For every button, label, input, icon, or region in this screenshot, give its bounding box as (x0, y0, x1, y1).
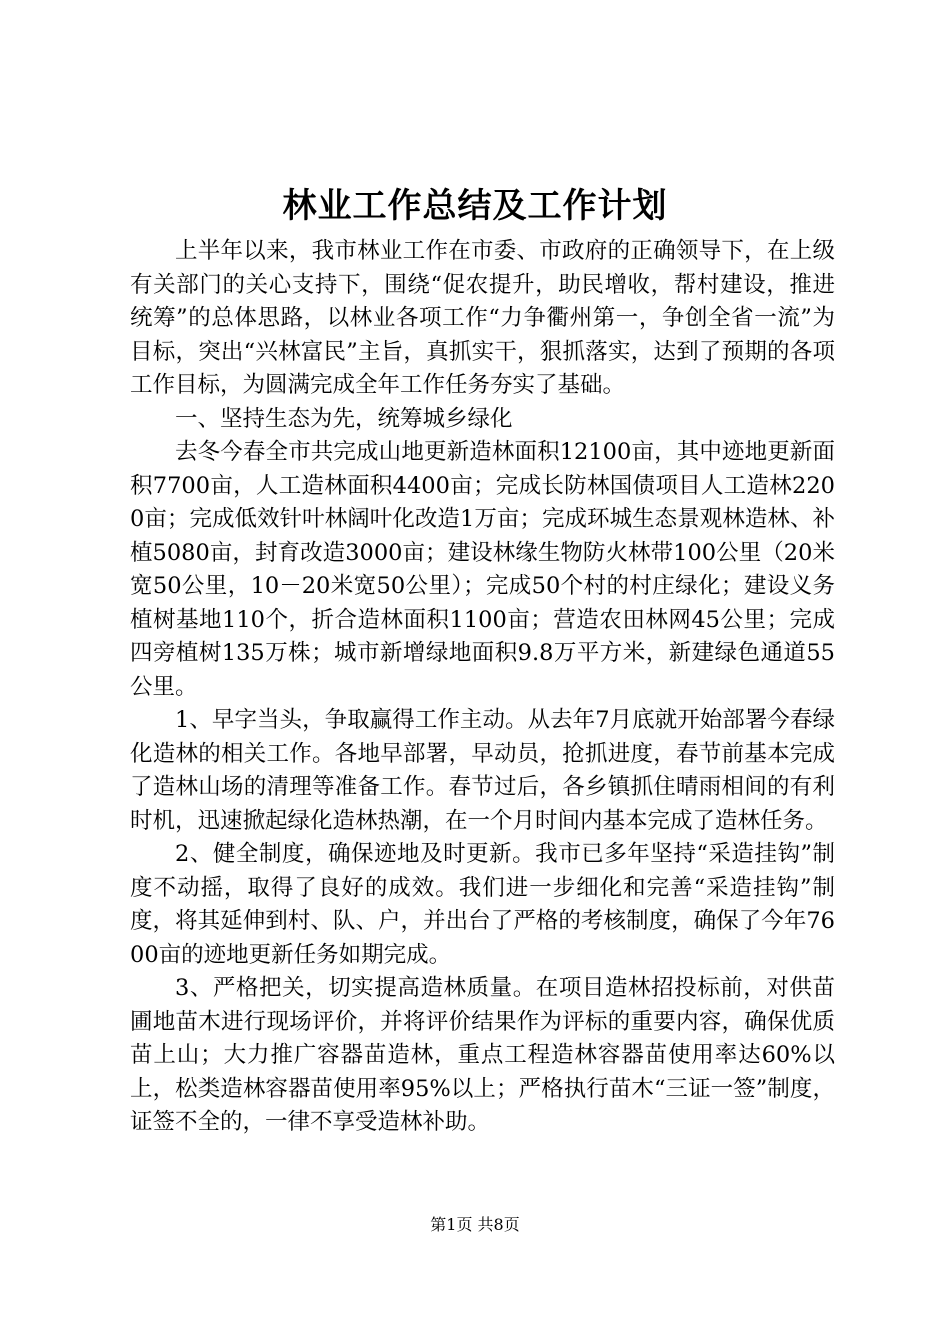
paragraph-point-1: 1、早字当头，争取赢得工作主动。从去年7月底就开始部署今春绿化造林的相关工作。各地早部署，早动员，抢抓进度，春节前基本完成了造林山场的清理等准备工作。春节过后，各乡镇抓住晴雨相间的有利时机，迅速掀起绿化造林热潮，在一个月时间内基本完成了造林任务。 (130, 707, 835, 834)
paragraph-point-2: 2、健全制度，确保迹地及时更新。我市已多年坚持“采造挂钩”制度不动摇，取得了良好的成效。我们进一步细化和完善“采造挂钩”制度，将其延伸到村、队、户，并出台了严格的考核制度，确保了今年7600亩的迹地更新任务如期完成。 (130, 841, 835, 968)
document-body (130, 235, 835, 1140)
paragraph-afforestation-stats: 去冬今春全市共完成山地更新造林面积12100亩，其中迹地更新面积7700亩，人工造林面积4400亩；完成长防林国债项目人工造林2200亩；完成低效针叶林阔叶化改造1万亩；完成环城生态景观林造林、补植5080亩，封育改造3000亩；建设林缘生物防火林带100公里（20米宽50公里，10－20米宽50公里）；完成50个村的村庄绿化；建设义务植树基地110个，折合造林面积1100亩；营造农田林网45公里；完成四旁植树135万株；城市新增绿地面积9.8万平方米，新建绿色通道55公里。 (130, 439, 835, 700)
document-title: 林业工作总结及工作计划 (282, 186, 668, 226)
paragraph-intro: 上半年以来，我市林业工作在市委、市政府的正确领导下，在上级有关部门的关心支持下，围绕“促农提升，助民增收，帮村建设，推进统筹”的总体思路，以林业各项工作“力争衢州第一，争创全省一流”为目标，突出“兴林富民”主旨，真抓实干，狠抓落实，达到了预期的各项工作目标，为圆满完成全年工作任务夯实了基础。 (130, 238, 835, 398)
section-heading: 一、坚持生态为先，统筹城乡绿化 (175, 405, 513, 432)
paragraph-point-3: 3、严格把关，切实提高造林质量。在项目造林招投标前，对供苗圃地苗木进行现场评价，并将评价结果作为评标的重要内容，确保优质苗上山；大力推广容器苗造林，重点工程造林容器苗使用率达60%以上，松类造林容器苗使用率95%以上；严格执行苗木“三证一签”制度，证签不全的，一律不享受造林补助。 (130, 975, 835, 1135)
page-number-footer: 第1页 共8页 (430, 1215, 520, 1234)
